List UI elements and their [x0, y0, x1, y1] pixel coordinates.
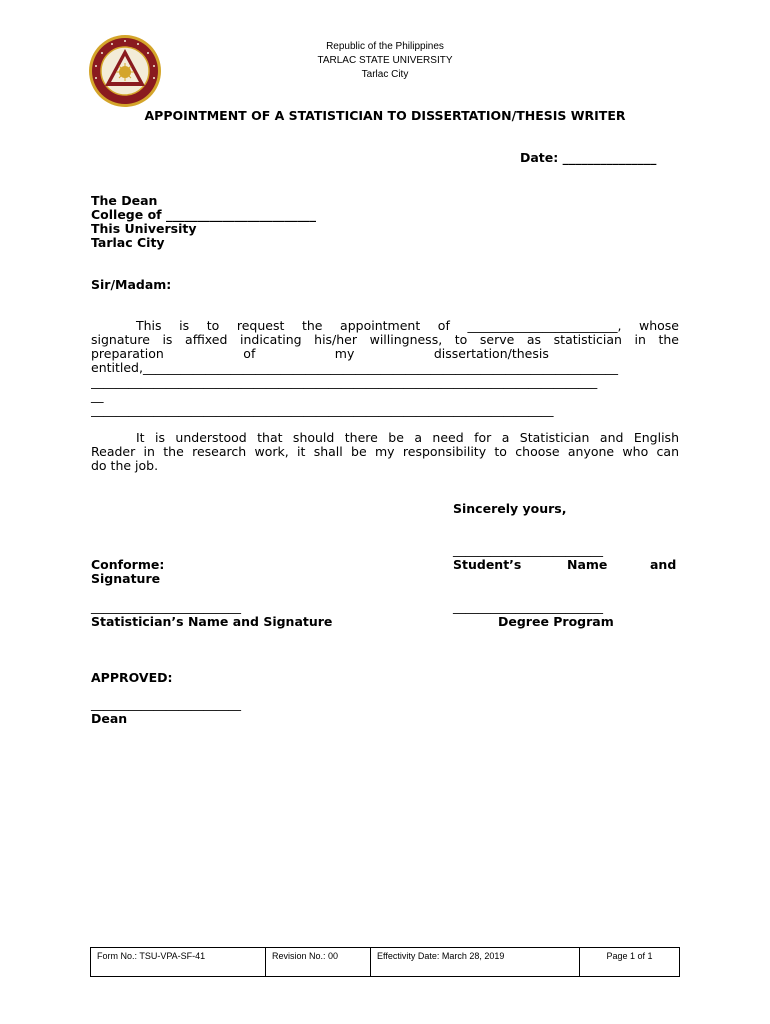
paragraph2-line3: do the job.: [91, 458, 159, 473]
addressee-college: College of ________________________: [91, 207, 316, 222]
paragraph1-line5: _________________________________________________________________________________: [91, 375, 598, 389]
paragraph1-line4: entitled,____________________________________________________________________________: [91, 361, 618, 375]
dean-label: Dean: [91, 711, 128, 726]
addressee-city: Tarlac City: [91, 235, 165, 250]
form-footer-table: [90, 947, 680, 977]
effectivity-date: Effectivity Date: March 28, 2019: [371, 948, 580, 977]
statistician-name-label: Statistician’s Name and Signature: [91, 614, 333, 629]
dean-signature-line: ________________________: [91, 696, 241, 711]
degree-program-line: ________________________: [453, 599, 603, 614]
conforme-signature-label: Signature: [91, 571, 161, 586]
addressee-title: The Dean: [91, 193, 158, 208]
closing: Sincerely yours,: [453, 501, 567, 516]
university-seal-icon: [88, 34, 162, 108]
student-signature-line: ________________________: [453, 542, 603, 557]
date-field: Date: _______________: [520, 150, 657, 165]
paragraph1-line3: preparation of my dissertation/thesis: [91, 346, 549, 361]
form-number: Form No.: TSU-VPA-SF-41: [91, 948, 266, 977]
paragraph1-line6: __: [91, 388, 104, 403]
page-number: Page 1 of 1: [580, 948, 680, 977]
paragraph1-line1: This is to request the appointment of ________________________, whose: [136, 318, 679, 333]
salutation: Sir/Madam:: [91, 277, 172, 292]
header-city: Tarlac City: [361, 69, 409, 80]
approved-label: APPROVED:: [91, 670, 173, 685]
statistician-signature-line: ________________________: [91, 599, 241, 614]
student-label-word2: Name: [567, 557, 608, 572]
revision-number: Revision No.: 00: [266, 948, 371, 977]
paragraph2-line1: It is understood that should there be a need for a Statistician and English: [136, 430, 679, 445]
header-country: Republic of the Philippines: [326, 41, 444, 52]
document-title: APPOINTMENT OF A STATISTICIAN TO DISSERTATION/THESIS WRITER: [144, 108, 626, 123]
degree-program-label: Degree Program: [498, 614, 614, 629]
paragraph1-line2: signature is affixed indicating his/her willingness, to serve as statistician in the: [91, 332, 679, 347]
header-university: TARLAC STATE UNIVERSITY: [317, 55, 453, 66]
paragraph1-line7: __________________________________________________________________________: [91, 403, 554, 417]
conforme-label: Conforme:: [91, 557, 165, 572]
paragraph2-line2: Reader in the research work, it shall be my responsibility to choose anyone who can: [91, 444, 679, 459]
student-label-word1: Student’s: [453, 557, 522, 572]
addressee-university: This University: [91, 221, 197, 236]
student-label-word3: and: [650, 557, 677, 572]
